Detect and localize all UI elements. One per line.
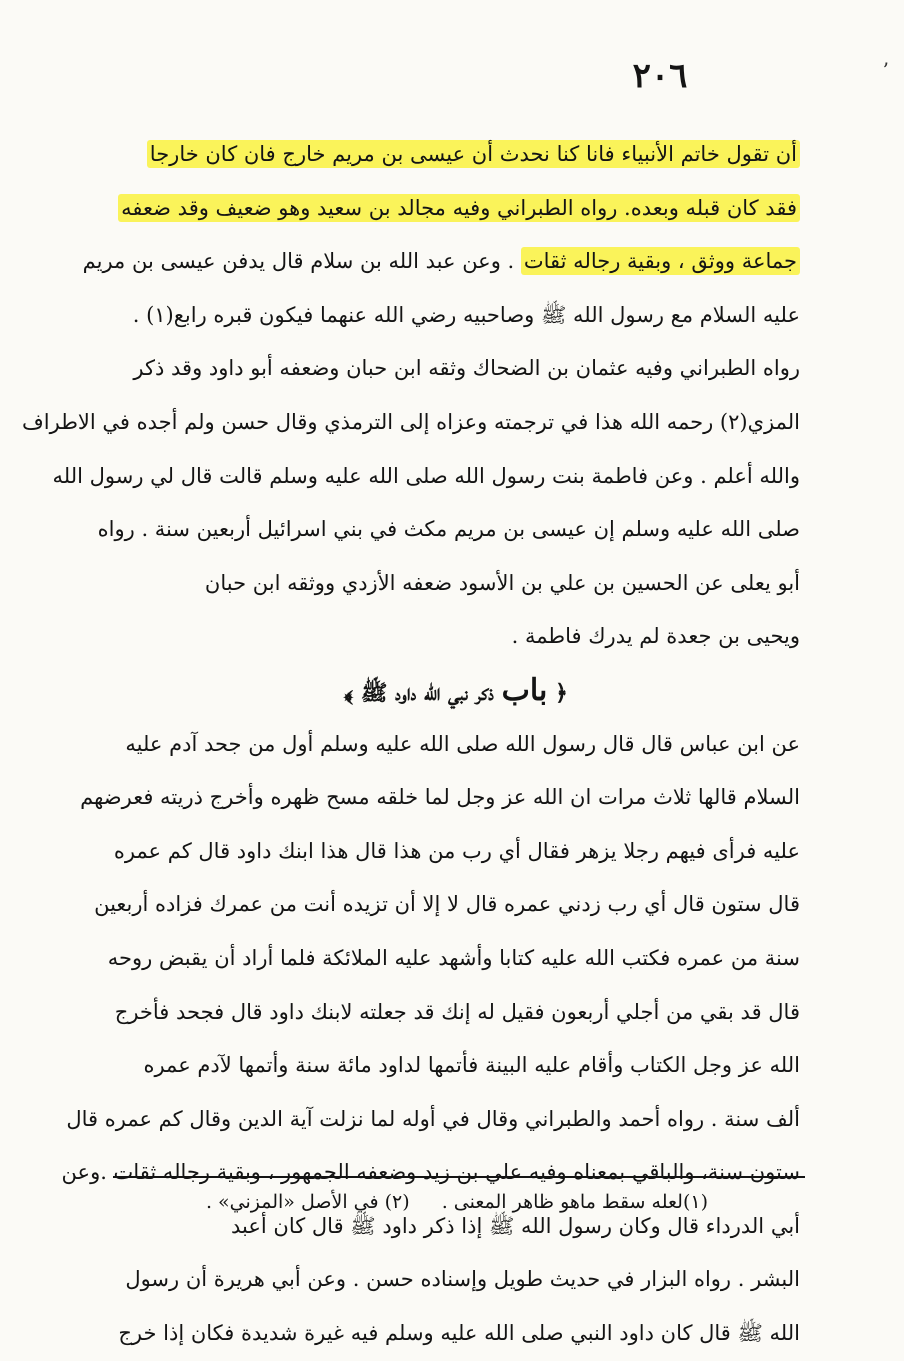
text-line: الله عز وجل الكتاب وأقام عليه البينة فأتمها لداود مائة سنة وأتمها لآدم عمره — [143, 1053, 800, 1078]
text-line: ستون سنة، والباقي بمعناه وفيه علي بن زيد وضعفه الجمهور ، وبقية رجاله ثقات .وعن — [61, 1160, 800, 1185]
text-line — [82, 235, 800, 289]
footnote-1: (١)لعله سقط ماهو ظاهر المعنى . — [441, 1191, 708, 1213]
ornament-bracket: ﴿ — [555, 679, 568, 706]
highlighted-text: أن تقول خاتم الأنبياء فانا كنا نحدث أن عيسى بن مريم خارج فان كان خارجا — [147, 140, 800, 168]
text-line: صلى الله عليه وسلم إن عيسى بن مريم مكث في بني اسرائيل أربعين سنة . رواه — [97, 517, 800, 542]
text-line: سنة من عمره فكتب الله عليه كتابا وأشهد عليه الملائكة فلما أراد أن يقبض روحه — [107, 945, 800, 970]
text-line: المزي(٢) رحمه الله هذا في ترجمته وعزاه إلى الترمذي وقال حسن ولم أجده في الاطراف — [22, 409, 800, 434]
ornament-bracket: ﴾ — [344, 679, 354, 706]
text-line: ويحيى بن جعدة لم يدرك فاطمة . — [511, 624, 800, 649]
page-number: ٢٠٦ — [632, 56, 688, 96]
text-line: أبو يعلى عن الحسين بن علي بن الأسود ضعفه الأزدي ووثقه ابن حبان — [204, 570, 800, 595]
corner-mark: ʼ — [882, 58, 889, 82]
highlighted-text: فقد كان قبله وبعده. رواه الطبراني وفيه مجالد بن سعيد وهو ضعيف وقد ضعفه — [118, 194, 800, 222]
text-line: عليه فرأى فيهم رجلا يزهر فقال أي رب من هذا قال هذا ابنك داود قال كم عمره — [113, 838, 800, 863]
heading-bab: باب — [501, 672, 548, 708]
text-line: الله ﷺ قال كان داود النبي صلى الله عليه وسلم فيه غيرة شديدة فكان إذا خرج — [118, 1321, 800, 1346]
section-heading — [112, 664, 800, 718]
footnote-divider — [113, 1176, 805, 1178]
text-line: ألف سنة . رواه أحمد والطبراني وقال في أوله لما نزلت آية الدين وقال كم عمره قال — [66, 1106, 800, 1131]
text-line: عن ابن عباس قال قال رسول الله صلى الله عليه وسلم أول من جحد آدم عليه — [125, 731, 800, 756]
highlighted-text: جماعة ووثق ، وبقية رجاله ثقات — [521, 247, 800, 275]
text-span: . وعن عبد الله بن سلام قال يدفن عيسى بن مريم — [82, 249, 521, 274]
heading-title: ذكر نبي الله داود ﷺ — [360, 679, 494, 706]
text-line: البشر . رواه البزار في حديث طويل وإسناده حسن . وعن أبي هريرة أن رسول — [125, 1267, 800, 1292]
text-line — [112, 182, 800, 236]
text-line: رواه الطبراني وفيه عثمان بن الضحاك وثقه ابن حبان وضعفه أبو داود وقد ذكر — [133, 356, 800, 381]
text-line: والله أعلم . وعن فاطمة بنت رسول الله صلى الله عليه وسلم قالت قال لي رسول الله — [52, 463, 800, 488]
text-line: السلام قالها ثلاث مرات ان الله عز وجل لما خلقه مسح ظهره وأخرج ذريته فعرضهم — [80, 785, 800, 810]
text-line: قال ستون قال أي رب زدني عمره قال لا إلا أن تزيده أنت من عمرك فزاده أربعين — [94, 892, 800, 917]
text-line: عليه السلام مع رسول الله ﷺ وصاحبيه رضي الله عنهما فيكون قبره رابع(١) . — [132, 302, 800, 327]
text-line — [112, 128, 800, 182]
text-line: أبي الدرداء قال وكان رسول الله ﷺ إذا ذكر داود ﷺ قال كان أعبد — [231, 1213, 800, 1238]
text-line: قال قد بقي من أجلي أربعون فقيل له إنك قد جعلته لابنك داود قال فجحد فأخرج — [114, 999, 800, 1024]
footnotes — [113, 1184, 708, 1220]
footnote-2: (٢) في الأصل «المزني» . — [205, 1191, 410, 1213]
